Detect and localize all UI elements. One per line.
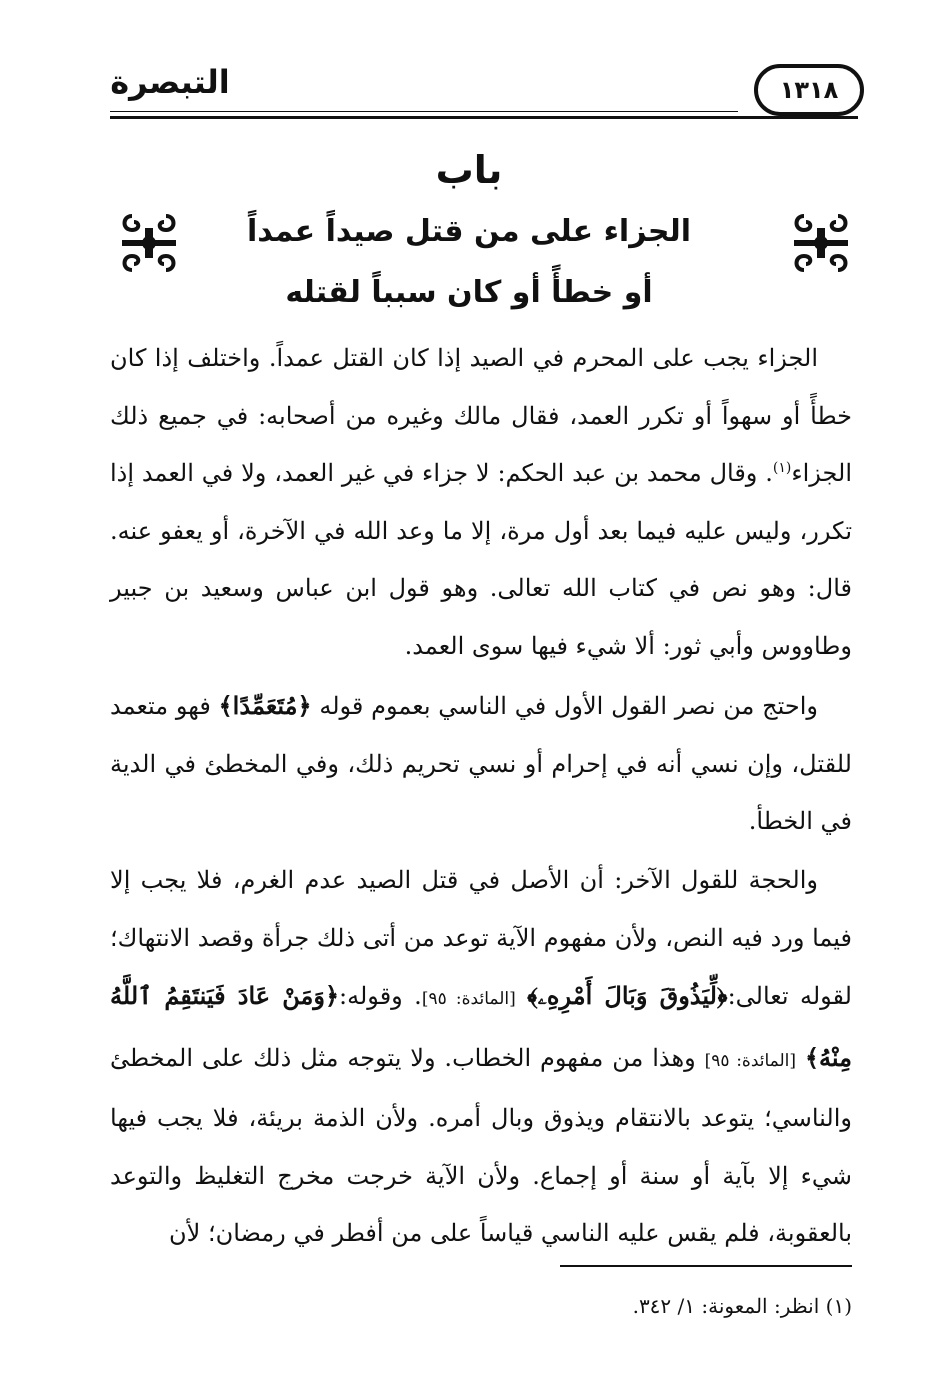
paragraph-3-text-a: والحجة للقول الآخر: أن الأصل في قتل الصيد عدم الغرم، فلا يجب إلا فيما ورد فيه النص، ولأن مفهوم الآية توعد من أتى ذلك جرأة وقصد الانتهاك؛ لقوله تعالى: <box>110 866 852 1010</box>
paragraph-2-text-a: واحتج من نصر القول الأول في الناسي بعموم قوله <box>319 692 818 720</box>
paragraph-3 <box>110 852 852 1263</box>
paragraph-1 <box>110 330 852 675</box>
chapter-title-line-2: أو خطأً أو كان سبباً لقتله <box>285 275 653 310</box>
paragraph-1-text-a: الجزاء يجب على المحرم في الصيد إذا كان القتل عمداً. واختلف إذا كان خطأً أو سهواً أو تكرر العمد، فقال مالك وغيره من أصحابه: في جميع ذلك الجزاء <box>110 344 852 487</box>
verse-reference-1: [المائدة: ٩٥] <box>421 989 516 1009</box>
verse-reference-2: [المائدة: ٩٥] <box>704 1050 797 1071</box>
footnote-divider <box>560 1265 852 1267</box>
paragraph-3-text-b: . وقوله: <box>339 982 422 1010</box>
paragraph-2-text-b: فهو متعمد للقتل، وإن نسي أنه في إحرام أو نسي تحريم ذلك، وفي المخطئ في الدية في الخطأ. <box>110 692 852 835</box>
paragraph-1-text-b: . وقال محمد بن عبد الحكم: لا جزاء في غير العمد، ولا في العمد إذا تكرر، وليس عليه فيما بعد أول مرة، إلا ما وعد الله في الآخرة، أو يعفو عنه. قال: وهو نص في كتاب الله تعالى. وهو قول ابن عباس وسعيد بن جبير وطاووس وأبي ثور: ألا شيء فيها سوى العمد. <box>110 459 852 660</box>
page-number: ١٣١٨ <box>754 64 864 116</box>
book-title-logo: التبصرة <box>110 63 230 101</box>
quran-quote-1: ﴿لِّيَذُوقَ وَبَالَ أَمْرِهِۦ﴾ <box>527 981 728 1010</box>
footnote-reference: (١) <box>772 460 792 476</box>
quran-quote-2: ﴿وَمَنْ عَادَ فَيَنتَقِمُ ٱللَّهُ مِنْهُ﴾ <box>110 981 852 1072</box>
page-header <box>110 52 858 122</box>
quran-quote: ﴿مُتَعَمِّدًا﴾ <box>218 691 312 720</box>
paragraph-2 <box>110 677 852 851</box>
header-rule <box>110 116 858 119</box>
header-thin-rule <box>110 111 738 112</box>
footnote: (١) انظر: المعونة: ١/ ٣٤٢. <box>632 1294 852 1318</box>
paragraph-3-text-c: وهذا من مفهوم الخطاب. ولا يتوجه مثل ذلك على المخطئ والناسي؛ يتوعد بالانتقام ويذوق وبال أمره. ولأن الذمة بريئة، فلا يجب فيها شيء إلا بآية أو سنة أو إجماع. ولأن الآية خرجت مخرج التغليظ والتوعد بالعقوبة، فلم يقس عليه الناسي قياساً على من أفطر في رمضان؛ لأن <box>110 1043 852 1247</box>
chapter-title-line-1: الجزاء على من قتل صيداً عمداً <box>246 214 692 249</box>
chapter-heading: باب <box>435 148 503 192</box>
